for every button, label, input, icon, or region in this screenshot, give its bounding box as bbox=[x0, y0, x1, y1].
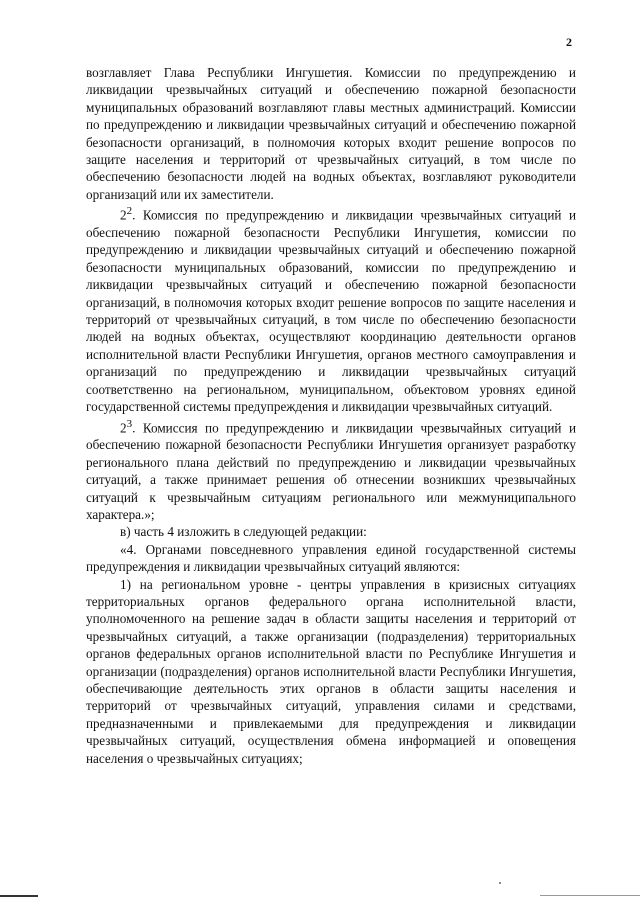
paragraph-text: возглавляет Глава Республики Ингушетия. Комиссии по предупреждению и ликвидации чрезвычайных ситуаций и обеспечению пожарной безопасности муниципальных образований возглавляют главы местных администраций. Комиссии по предупреждению и ликвидации чрезвычайных ситуаций и обеспечению пожарной безопасности организаций, в полномочия которых входит решение вопросов по защите населения и территорий от чрезвычайных ситуаций, в том числе по обеспечению безопасности людей на водных объектах, возглавляют руководители организаций или их заместители. bbox=[86, 65, 576, 202]
clause-superscript: 2 bbox=[126, 205, 133, 218]
document-body bbox=[86, 64, 576, 767]
paragraph-text: в) часть 4 изложить в следующей редакции: bbox=[120, 524, 367, 540]
page-number: 2 bbox=[566, 35, 572, 49]
paragraph-text: . Комиссия по предупреждению и ликвидации чрезвычайных ситуаций и обеспечению пожарной безопасности Республики Ингушетия организует разработку регионального плана действий по предупреждению и ликвидации чрезвычайных ситуаций, а также принимает решения об отнесении возникших чрезвычайных ситуаций к чрезвычайным ситуациям регионального или межмуниципального характера.»; bbox=[86, 419, 576, 522]
paragraph-2-3-regional-plan bbox=[86, 416, 576, 524]
scan-edge-mark-right bbox=[540, 895, 640, 896]
paragraph-text: . Комиссия по предупреждению и ликвидации чрезвычайных ситуаций и обеспечению пожарной безопасности Республики Ингушетия, комиссии по предупреждению и ликвидации чрезвычайных ситуаций и обеспечению пожарной безопасности муниципальных образований, комиссии по предупреждению и ликвидации чрезвычайных ситуаций и обеспечению пожарной безопасности организаций, в полномочия которых входит решение вопросов по защите населения и территорий от чрезвычайных ситуаций, в том числе по обеспечению безопасности людей на водных объектах, осуществляют координацию деятельности органов исполнительной власти Республики Ингушетия, органов местного самоуправления и организаций по предупреждению и ликвидации чрезвычайных ситуаций соответственно на региональном, муниципальном, объектовом уровнях единой государственной системы предупреждения и ликвидации чрезвычайных ситуаций. bbox=[86, 207, 576, 415]
paragraph-2-2-coordination bbox=[86, 203, 576, 415]
paragraph-4-management-bodies bbox=[86, 541, 576, 576]
paragraph-regional-level bbox=[86, 576, 576, 767]
paragraph-text: «4. Органами повседневного управления единой государственной системы предупреждения и ликвидации чрезвычайных ситуаций являются: bbox=[86, 541, 576, 575]
clause-number: 2 bbox=[120, 207, 127, 223]
clause-number: 2 bbox=[120, 419, 127, 435]
paragraph-commission-heads bbox=[86, 64, 576, 203]
paragraph-part-4-amendment bbox=[86, 523, 576, 540]
scan-speck bbox=[499, 882, 501, 884]
scan-edge-mark-left bbox=[0, 895, 38, 897]
clause-superscript: 3 bbox=[126, 417, 133, 430]
paragraph-text: 1) на региональном уровне - центры управления в кризисных ситуациях территориальных органов федерального органа исполнительной власти, уполномоченного на решение задач в области защиты населения и территорий от чрезвычайных ситуаций, а также организации (подразделения) территориальных органов федеральных органов исполнительной власти по Республике Ингушетия и организации (подразделения) органов исполнительной власти Республики Ингушетия, обеспечивающие деятельность этих органов в области защиты населения и территорий от чрезвычайных ситуаций, управления силами и средствами, предназначенными и привлекаемыми для предупреждения и ликвидации чрезвычайных ситуаций, осуществления обмена информацией и оповещения населения о чрезвычайных ситуациях; bbox=[86, 576, 576, 766]
